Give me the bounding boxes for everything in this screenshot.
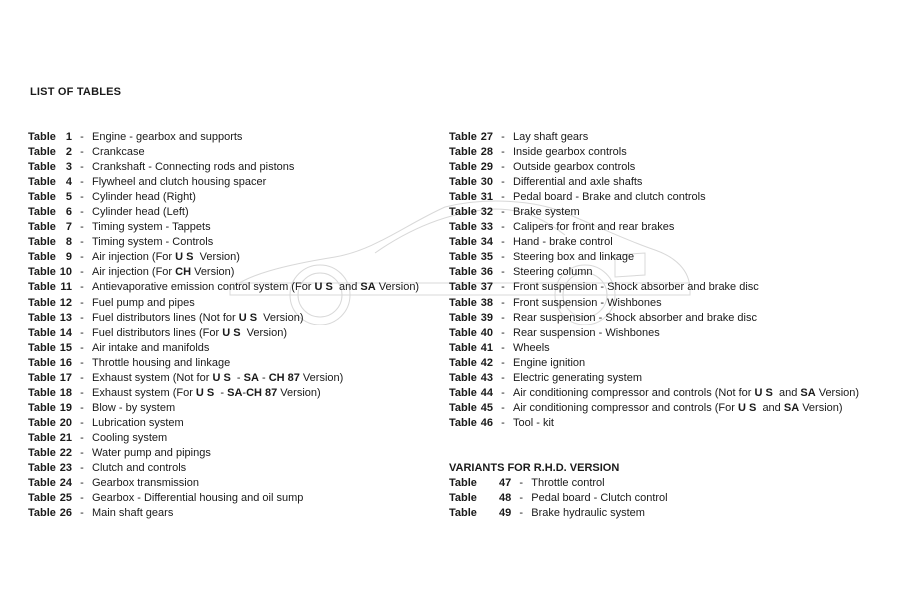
separator: - [80,326,84,339]
table-description: Air intake and manifolds [92,341,210,354]
separator: - [80,416,84,429]
table-description: Hand - brake control [513,236,613,249]
table-description: Engine - gearbox and supports [92,131,243,143]
separator: - [80,386,84,399]
table-number: 45 [480,401,493,414]
table-description: Air injection (For CH Version) [92,266,235,279]
table-entry [28,401,419,416]
separator: - [501,131,505,143]
variants-section [449,461,668,521]
table-entry [449,371,859,386]
table-number: 6 [65,206,72,219]
table-entry [449,220,859,235]
table-label: Table [449,251,477,264]
table-label: Table [28,446,56,459]
table-label: Table [449,296,477,309]
table-description: Water pump and pipings [92,446,211,459]
table-number: 22 [59,446,72,459]
table-entry [28,476,419,491]
table-entry [449,296,859,311]
table-number: 48 [499,492,512,505]
table-entry [28,145,419,160]
table-entry [28,386,419,401]
table-number: 42 [480,356,493,369]
table-entry [28,205,419,220]
separator: - [519,477,524,489]
separator: - [80,146,84,159]
separator: - [80,176,84,189]
table-label: Table [449,341,477,354]
table-label: Table [449,492,477,505]
table-number: 34 [480,236,493,249]
table-description: Crankcase [92,146,145,159]
table-description: Pedal board - Brake and clutch controls [513,191,706,204]
table-description: Brake hydraulic system [531,507,645,520]
table-description: Air injection (For U S Version) [92,251,240,264]
table-number: 25 [59,492,72,505]
table-label: Table [449,356,477,369]
page-heading: LIST OF TABLES [30,86,122,98]
table-label: Table [449,221,477,234]
table-number: 4 [65,176,72,189]
table-label: Table [28,251,56,264]
table-entry [449,265,859,280]
table-label: Table [449,206,477,219]
table-description: Rear suspension - Shock absorber and brake disc [513,311,757,324]
table-description: Front suspension - Shock absorber and brake disc [513,281,759,294]
table-description: Gearbox transmission [92,477,199,490]
separator: - [501,371,505,384]
table-entry [28,431,419,446]
table-entry [28,491,419,506]
separator: - [501,176,505,189]
table-label: Table [28,477,56,490]
table-entry [449,326,859,341]
table-entry [28,326,419,341]
separator: - [80,341,84,354]
table-label: Table [28,356,56,369]
table-label: Table [28,296,56,309]
table-entry [28,371,419,386]
table-label: Table [28,401,56,414]
table-description: Main shaft gears [92,507,174,520]
table-number: 5 [65,191,72,204]
table-number: 28 [480,146,493,159]
table-label: Table [28,311,56,324]
separator: - [80,477,84,490]
table-number: 11 [60,281,72,294]
separator: - [80,266,84,279]
table-label: Table [449,371,477,384]
table-label: Table [28,281,56,294]
table-entry [28,296,419,311]
separator: - [80,131,84,143]
table-description: Cylinder head (Right) [92,191,196,204]
separator: - [80,191,84,204]
separator: - [519,507,524,520]
separator: - [80,281,84,294]
table-number: 33 [480,221,493,234]
table-label: Table [28,326,56,339]
table-number: 24 [59,477,72,490]
table-label: Table [28,131,56,143]
table-label: Table [28,266,56,279]
table-number: 7 [65,221,72,234]
table-description: Air conditioning compressor and controls (For U S and SA Version) [513,401,843,414]
separator: - [501,281,505,294]
table-entry [449,506,668,521]
separator: - [501,311,505,324]
table-label: Table [28,341,56,354]
table-entry [28,160,419,175]
table-label: Table [28,371,56,384]
table-label: Table [449,416,477,429]
table-entry [449,130,859,145]
table-number: 41 [480,341,493,354]
separator: - [501,356,505,369]
table-label: Table [28,161,56,174]
table-entry [28,280,419,295]
table-description: Fuel distributors lines (Not for U S Version) [92,311,304,324]
table-label: Table [28,236,56,249]
table-description: Wheels [513,341,550,354]
table-label: Table [449,191,477,204]
separator: - [80,462,84,475]
table-number: 37 [480,281,493,294]
separator: - [80,206,84,219]
table-entry [449,250,859,265]
table-entry [449,190,859,205]
table-label: Table [28,206,56,219]
table-entry [449,311,859,326]
table-number: 21 [59,431,72,444]
table-description: Fuel pump and pipes [92,296,195,309]
table-description: Flywheel and clutch housing spacer [92,176,267,189]
table-description: Front suspension - Wishbones [513,296,662,309]
table-description: Exhaust system (Not for U S - SA - CH 87 Version) [92,371,344,384]
table-description: Outside gearbox controls [513,161,636,174]
table-label: Table [28,507,56,520]
separator: - [80,221,84,234]
table-label: Table [28,462,56,475]
table-number: 18 [59,386,72,399]
table-number: 23 [59,462,72,475]
table-entry [449,476,668,491]
table-description: Gearbox - Differential housing and oil sump [92,492,304,505]
separator: - [80,296,84,309]
variants-heading: VARIANTS FOR R.H.D. VERSION [449,462,620,474]
table-description: Fuel distributors lines (For U S Version) [92,326,288,339]
separator: - [80,431,84,444]
table-number: 44 [480,386,493,399]
table-label: Table [449,266,477,279]
table-label: Table [28,221,56,234]
table-description: Antievaporative emission control system (For U S and SA Version) [92,281,420,294]
separator: - [501,296,505,309]
table-label: Table [28,492,56,505]
table-description: Pedal board - Clutch control [531,492,668,505]
table-entry [28,220,419,235]
separator: - [80,161,84,174]
table-label: Table [449,386,477,399]
separator: - [80,236,84,249]
table-entry [28,190,419,205]
table-entry [449,401,859,416]
table-entry [28,446,419,461]
table-label: Table [449,326,477,339]
table-description: Cooling system [92,431,168,444]
table-entry [449,341,859,356]
table-entry [449,145,859,160]
table-number: 2 [65,146,72,159]
separator: - [501,191,505,204]
table-number: 12 [59,296,72,309]
separator: - [501,146,505,159]
separator: - [519,492,524,505]
table-description: Timing system - Tappets [92,221,211,234]
separator: - [501,326,505,339]
table-label: Table [449,477,477,489]
table-number: 8 [65,236,72,249]
table-description: Air conditioning compressor and controls (Not for U S and SA Version) [513,386,860,399]
table-entry [449,280,859,295]
separator: - [80,311,84,324]
table-number: 43 [480,371,493,384]
table-number: 14 [59,326,72,339]
table-description: Steering column [513,266,593,279]
separator: - [501,341,505,354]
table-description: Electric generating system [513,371,642,384]
table-entry [28,341,419,356]
table-list-left [28,130,419,521]
table-number: 47 [499,477,512,489]
table-entry [28,175,419,190]
table-label: Table [449,311,477,324]
table-number: 15 [59,341,72,354]
separator: - [501,236,505,249]
table-number: 30 [480,176,493,189]
table-label: Table [449,507,477,520]
separator: - [501,221,505,234]
table-number: 13 [59,311,72,324]
table-description: Throttle housing and linkage [92,356,231,369]
separator: - [80,492,84,505]
separator: - [80,356,84,369]
table-label: Table [28,386,56,399]
table-description: Exhaust system (For U S - SA-CH 87 Version) [92,386,321,399]
separator: - [80,446,84,459]
separator: - [501,416,505,429]
table-entry [449,205,859,220]
table-description: Engine ignition [513,356,586,369]
table-description: Timing system - Controls [92,236,214,249]
separator: - [501,251,505,264]
table-entry [28,416,419,431]
table-description: Steering box and linkage [513,251,635,264]
table-entry [28,311,419,326]
table-label: Table [449,176,477,189]
separator: - [80,401,84,414]
table-entry [28,265,419,280]
table-number: 46 [480,416,493,429]
separator: - [501,206,505,219]
table-label: Table [449,281,477,294]
table-number: 35 [480,251,493,264]
separator: - [80,371,84,384]
table-entry [449,175,859,190]
table-description: Lay shaft gears [513,131,589,143]
table-list-right [449,130,859,431]
table-entry [449,386,859,401]
table-description: Brake system [513,206,580,219]
table-number: 17 [59,371,72,384]
table-entry [449,416,859,431]
table-number: 1 [65,131,72,143]
table-entry [28,250,419,265]
variants-list [449,476,668,521]
table-description: Tool - kit [513,416,554,429]
separator: - [80,251,84,264]
table-description: Lubrication system [92,416,184,429]
table-number: 20 [59,416,72,429]
separator: - [501,386,505,399]
table-label: Table [28,191,56,204]
table-entry [28,130,419,145]
table-number: 9 [65,251,72,264]
table-description: Blow - by system [92,401,176,414]
table-entry [449,235,859,250]
table-number: 39 [480,311,493,324]
table-number: 38 [480,296,493,309]
table-entry [449,160,859,175]
table-entry [449,356,859,371]
table-label: Table [28,176,56,189]
table-entry [28,461,419,476]
separator: - [501,266,505,279]
separator: - [501,161,505,174]
table-entry [28,506,419,521]
table-number: 36 [480,266,493,279]
table-label: Table [449,131,477,143]
table-description: Clutch and controls [92,462,187,475]
table-description: Inside gearbox controls [513,146,627,159]
table-label: Table [28,416,56,429]
table-number: 49 [499,507,512,520]
table-description: Rear suspension - Wishbones [513,326,660,339]
table-number: 16 [59,356,72,369]
table-label: Table [28,146,56,159]
table-description: Crankshaft - Connecting rods and pistons [92,161,295,174]
table-label: Table [449,161,477,174]
table-number: 31 [480,191,493,204]
table-entry [28,235,419,250]
table-label: Table [449,146,477,159]
table-number: 32 [480,206,493,219]
table-number: 10 [59,266,72,279]
table-description: Differential and axle shafts [513,176,643,189]
table-number: 3 [65,161,72,174]
table-entry [28,356,419,371]
table-number: 29 [480,161,493,174]
table-label: Table [28,431,56,444]
table-label: Table [449,236,477,249]
table-number: 27 [480,131,493,143]
separator: - [501,401,505,414]
table-description: Calipers for front and rear brakes [513,221,675,234]
table-number: 19 [59,401,72,414]
table-label: Table [449,401,477,414]
separator: - [80,507,84,520]
table-number: 40 [480,326,493,339]
table-number: 26 [59,507,72,520]
table-description: Throttle control [531,477,605,489]
table-description: Cylinder head (Left) [92,206,189,219]
table-entry [449,491,668,506]
